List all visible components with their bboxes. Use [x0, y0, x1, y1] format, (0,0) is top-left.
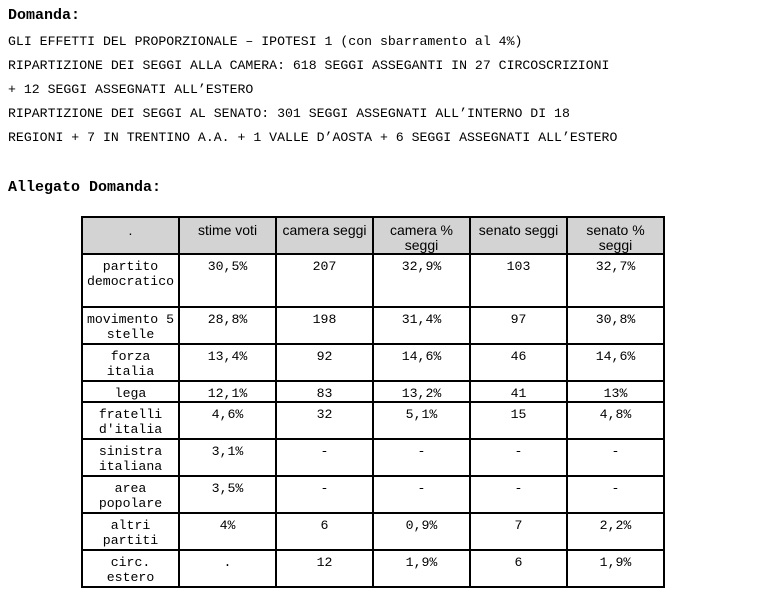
column-header: senato seggi — [470, 217, 567, 254]
table-cell: 5,1% — [373, 402, 470, 439]
domanda-line: + 12 SEGGI ASSEGNATI ALL’ESTERO — [8, 82, 254, 97]
table-cell: 83 — [276, 381, 373, 402]
table-cell: 198 — [276, 307, 373, 344]
table-cell: 4,8% — [567, 402, 664, 439]
table-cell: 92 — [276, 344, 373, 381]
table-cell: 0,9% — [373, 513, 470, 550]
domanda-line: RIPARTIZIONE DEI SEGGI AL SENATO: 301 SEGGI ASSEGNATI ALL’INTERNO DI 18 — [8, 106, 570, 121]
table-header-row — [82, 217, 664, 254]
table-row — [82, 381, 664, 402]
party-name-cell: sinistra italiana — [82, 439, 179, 476]
table-cell: 4% — [179, 513, 276, 550]
table-cell: 97 — [470, 307, 567, 344]
table-row — [82, 513, 664, 550]
column-header: camera seggi — [276, 217, 373, 254]
table-cell: 32,7% — [567, 254, 664, 307]
table-cell: 13,2% — [373, 381, 470, 402]
table-cell: 13% — [567, 381, 664, 402]
table-cell: 30,8% — [567, 307, 664, 344]
column-header: senato % seggi — [567, 217, 664, 254]
table-cell: 32 — [276, 402, 373, 439]
results-table — [81, 216, 665, 588]
party-name-cell: area popolare — [82, 476, 179, 513]
table-cell: - — [567, 439, 664, 476]
table-cell: - — [276, 439, 373, 476]
table-row — [82, 476, 664, 513]
table-cell: 14,6% — [373, 344, 470, 381]
table-cell: 6 — [470, 550, 567, 587]
table-cell: - — [470, 476, 567, 513]
table-cell: 14,6% — [567, 344, 664, 381]
table-cell: 1,9% — [373, 550, 470, 587]
table-cell: 12,1% — [179, 381, 276, 402]
table-cell: 41 — [470, 381, 567, 402]
party-name-cell: lega — [82, 381, 179, 402]
table-cell: 2,2% — [567, 513, 664, 550]
table-cell: 1,9% — [567, 550, 664, 587]
table-row — [82, 439, 664, 476]
table-cell: 15 — [470, 402, 567, 439]
party-name-cell: circ. estero — [82, 550, 179, 587]
allegato-heading: Allegato Domanda: — [8, 179, 162, 196]
table-cell: 3,5% — [179, 476, 276, 513]
party-name-cell: forza italia — [82, 344, 179, 381]
party-name-cell: altri partiti — [82, 513, 179, 550]
table-cell: 30,5% — [179, 254, 276, 307]
table-cell: 12 — [276, 550, 373, 587]
table-cell: - — [373, 476, 470, 513]
domanda-line: GLI EFFETTI DEL PROPORZIONALE – IPOTESI 1 (con sbarramento al 4%) — [8, 34, 523, 49]
column-header: . — [82, 217, 179, 254]
table-cell: 31,4% — [373, 307, 470, 344]
party-name-cell: partito democratico — [82, 254, 179, 307]
table-row — [82, 402, 664, 439]
table-cell: 46 — [470, 344, 567, 381]
table-row — [82, 254, 664, 307]
table-cell: - — [373, 439, 470, 476]
table-cell: - — [276, 476, 373, 513]
table-cell: 3,1% — [179, 439, 276, 476]
column-header: stime voti — [179, 217, 276, 254]
domanda-heading: Domanda: — [8, 7, 81, 24]
table-cell: 7 — [470, 513, 567, 550]
domanda-line: REGIONI + 7 IN TRENTINO A.A. + 1 VALLE D’AOSTA + 6 SEGGI ASSEGNATI ALL’ESTERO — [8, 130, 618, 145]
table-cell: 32,9% — [373, 254, 470, 307]
table-cell: - — [567, 476, 664, 513]
domanda-line: RIPARTIZIONE DEI SEGGI ALLA CAMERA: 618 SEGGI ASSEGANTI IN 27 CIRCOSCRIZIONI — [8, 58, 610, 73]
column-header: camera % seggi — [373, 217, 470, 254]
party-name-cell: movimento 5 stelle — [82, 307, 179, 344]
table-cell: 207 — [276, 254, 373, 307]
table-row — [82, 307, 664, 344]
table-cell: 13,4% — [179, 344, 276, 381]
table-cell: 103 — [470, 254, 567, 307]
table-cell: . — [179, 550, 276, 587]
party-name-cell: fratelli d'italia — [82, 402, 179, 439]
table-row — [82, 550, 664, 587]
table-row — [82, 344, 664, 381]
table-cell: - — [470, 439, 567, 476]
table-cell: 4,6% — [179, 402, 276, 439]
table-cell: 6 — [276, 513, 373, 550]
table-cell: 28,8% — [179, 307, 276, 344]
